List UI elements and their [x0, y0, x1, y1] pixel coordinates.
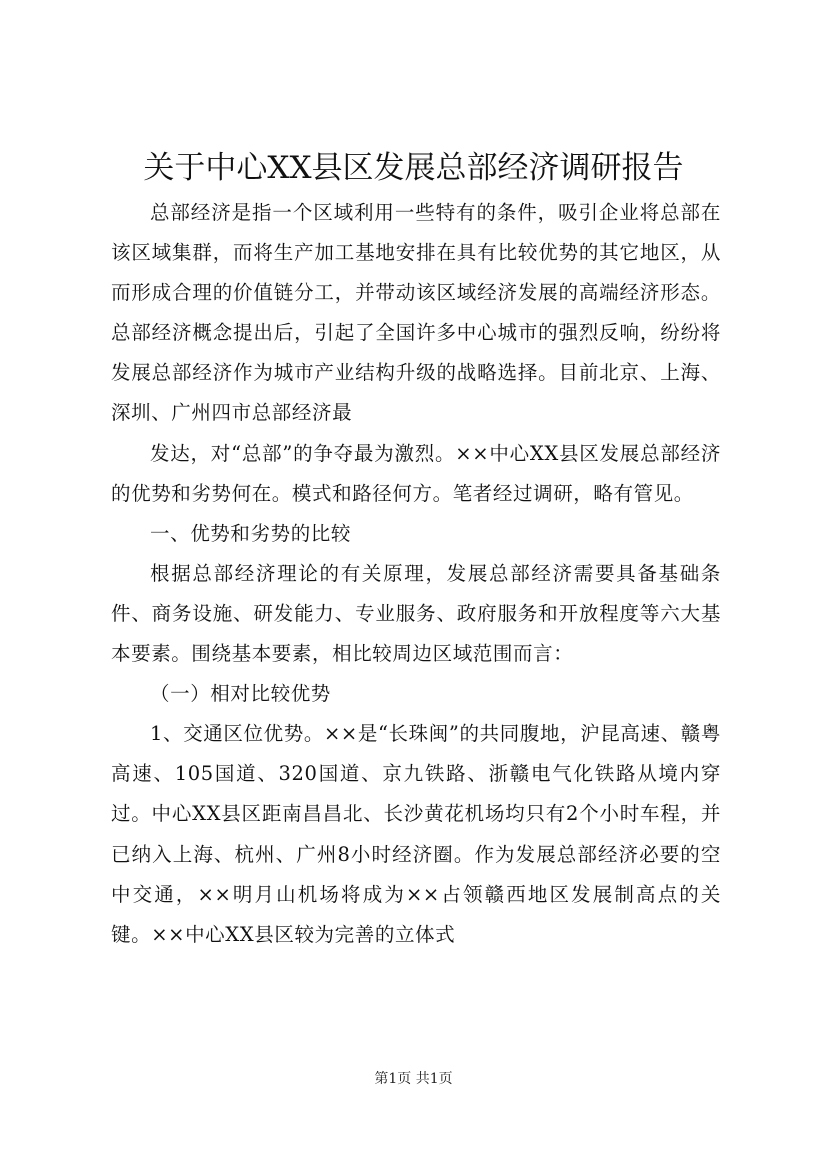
- section-heading-1: 一、优势和劣势的比较: [150, 521, 352, 545]
- document-title: 关于中心XX县区发展总部经济调研报告: [143, 150, 684, 186]
- paragraph-continuation: 发达，对“总部”的争夺最为激烈。××中心XX县区发展总部经济的优势和劣势何在。模式和路径何方。笔者经过调研，略有管见。: [111, 441, 721, 505]
- paragraph-principles: 根据总部经济理论的有关原理，发展总部经济需要具备基础条件、商务设施、研发能力、专业服务、政府服务和开放程度等六大基本要素。围绕基本要素，相比较周边区域范围而言：: [111, 561, 721, 666]
- paragraph-intro: 总部经济是指一个区域利用一些特有的条件，吸引企业将总部在该区域集群，而将生产加工基地安排在具有比较优势的其它地区，从而形成合理的价值链分工，并带动该区域经济发展的高端经济形态。总部经济概念提出后，引起了全国许多中心城市的强烈反响，纷纷将发展总部经济作为城市产业结构升级的战略选择。目前北京、上海、深圳、广州四市总部经济最: [111, 201, 721, 425]
- page-footer: 第1页 共1页: [374, 1071, 453, 1087]
- document-body: [111, 193, 721, 955]
- subsection-heading-1: （一）相对比较优势: [150, 682, 331, 706]
- paragraph-transport: 1、交通区位优势。××是“长珠闽”的共同腹地，沪昆高速、赣粤高速、105国道、320国道、京九铁路、浙赣电气化铁路从境内穿过。中心XX县区距南昌昌北、长沙黄花机场均只有2个小时车程，并已纳入上海、杭州、广州8小时经济圈。作为发展总部经济必要的空中交通，××明月山机场将成为××占领赣西地区发展制高点的关键。××中心XX县区较为完善的立体式: [111, 722, 721, 946]
